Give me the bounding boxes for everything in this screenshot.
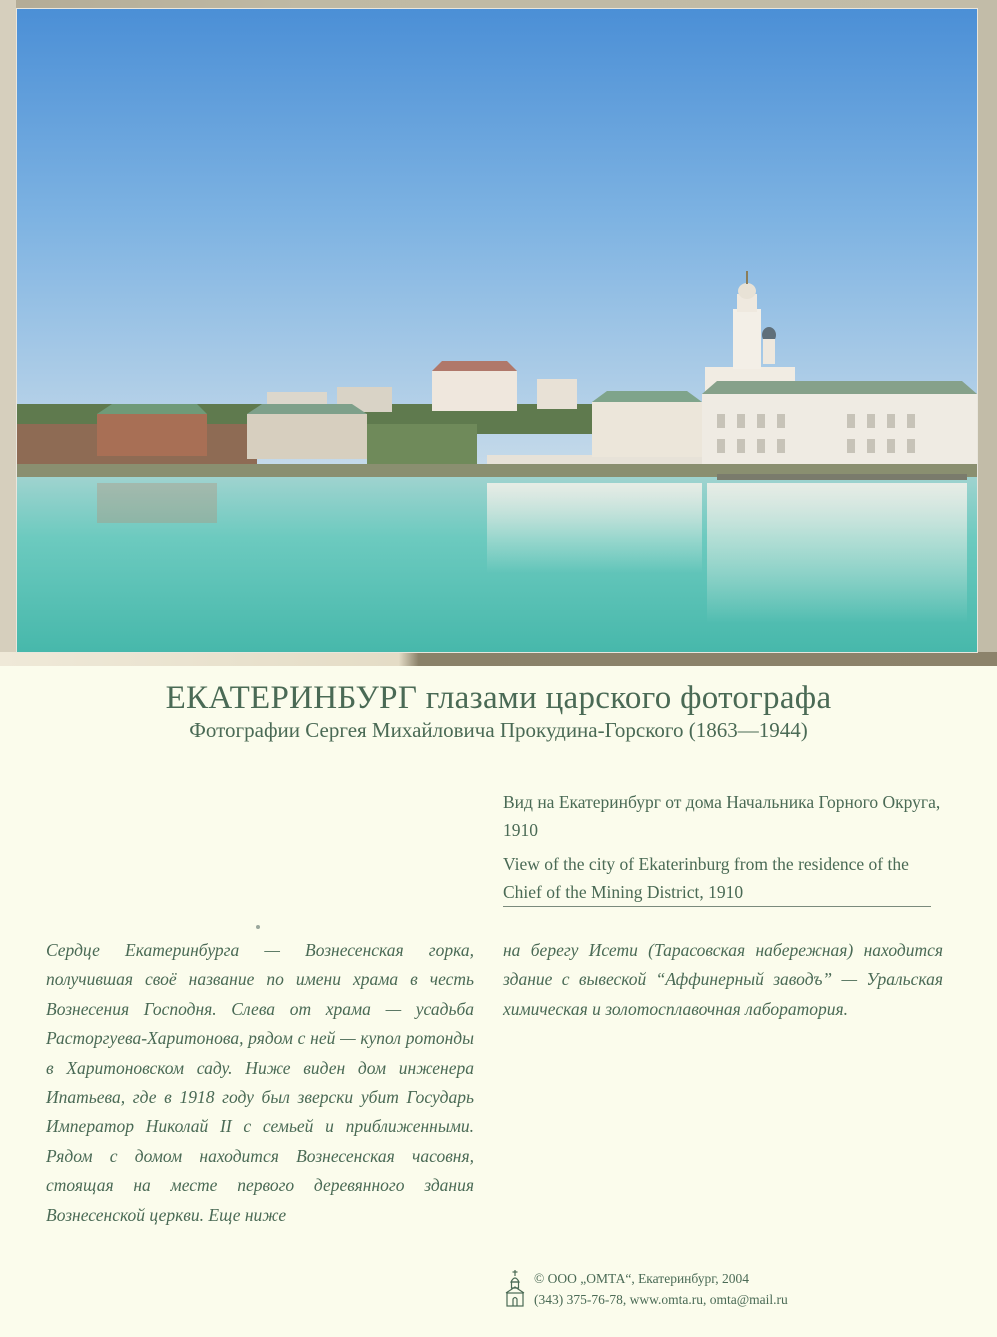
- frame-border: [0, 0, 16, 666]
- church-icon: [503, 1269, 527, 1307]
- photo-caption-en: View of the city of Ekaterinburg from the residence of the Chief of the Mining District, 1910: [503, 854, 909, 902]
- footer-copyright: © ООО „ОМТА“, Екатеринбург, 2004: [534, 1271, 750, 1286]
- print-speck: [256, 925, 260, 929]
- frame-bottom-band: [0, 652, 997, 666]
- body-paragraph-right: на берегу Исети (Тарасовская набережная) находится здание с вывеской “Аффинерный заводъ” — Уральская химическая и золотосплавочная лаборатория.: [503, 940, 943, 1019]
- panorama-photo: [16, 8, 978, 653]
- caption-divider: [503, 906, 931, 907]
- footer-contacts: (343) 375-76-78, www.omta.ru, omta@mail.ru: [534, 1292, 788, 1307]
- photo-caption-ru: Вид на Екатеринбург от дома Начальника Горного Округа, 1910: [503, 792, 941, 840]
- page-title: ЕКАТЕРИНБУРГ глазами царского фотографа: [165, 680, 832, 716]
- body-text-right: [503, 936, 943, 1024]
- body-text-left: [46, 936, 474, 1230]
- photo-frame: [0, 0, 997, 666]
- page-subtitle: Фотографии Сергея Михайловича Прокудина-Горского (1863—1944): [189, 718, 808, 742]
- body-paragraph-left: Сердце Екатеринбурга — Вознесенская горка, получившая своё название по имени храма в честь Вознесения Господня. Слева от храма — усадьба Расторгуева-Харитонова, рядом с ней — купол ротонды в Харитоновском саду. Ниже виден дом инженера Ипатьева, где в 1918 году был зверски убит Государь Император Николай II с семьей и приближенными. Рядом с домом находится Вознесенская часовня, стоящая на месте первого деревянного здания Вознесенской церкви. Еще ниже: [46, 940, 474, 1225]
